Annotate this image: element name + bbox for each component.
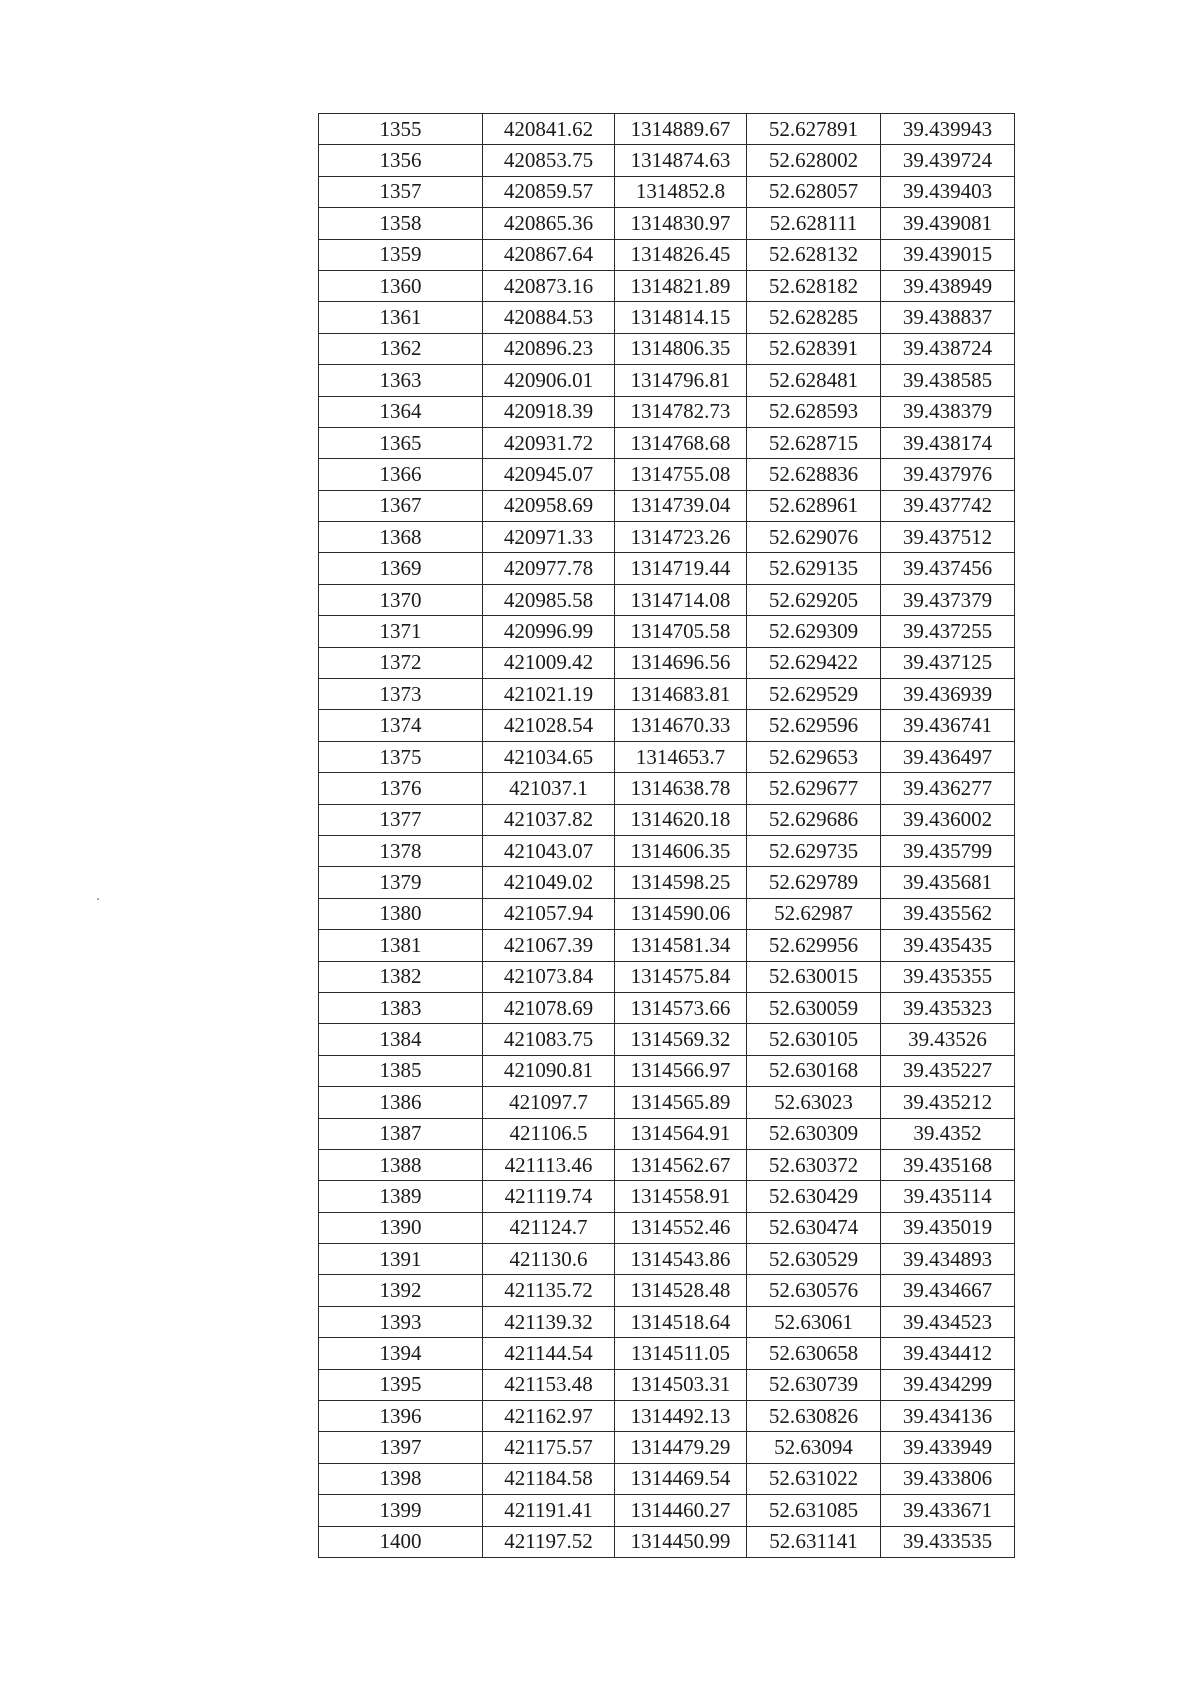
longitude-cell: 39.437976	[881, 459, 1015, 490]
point-number-cell: 1375	[319, 741, 483, 772]
y-coordinate-cell: 1314479.29	[615, 1432, 747, 1463]
coordinate-table	[318, 113, 1015, 1558]
longitude-cell: 39.438379	[881, 396, 1015, 427]
point-number-cell: 1369	[319, 553, 483, 584]
latitude-cell: 52.630309	[747, 1118, 881, 1149]
y-coordinate-cell: 1314670.33	[615, 710, 747, 741]
longitude-cell: 39.434412	[881, 1338, 1015, 1369]
latitude-cell: 52.629076	[747, 522, 881, 553]
point-number-cell: 1395	[319, 1369, 483, 1400]
x-coordinate-cell: 421106.5	[483, 1118, 615, 1149]
x-coordinate-cell: 420985.58	[483, 584, 615, 615]
latitude-cell: 52.629135	[747, 553, 881, 584]
table-row	[319, 1087, 1015, 1118]
table-row	[319, 396, 1015, 427]
y-coordinate-cell: 1314719.44	[615, 553, 747, 584]
table-row	[319, 459, 1015, 490]
point-number-cell: 1364	[319, 396, 483, 427]
longitude-cell: 39.437456	[881, 553, 1015, 584]
latitude-cell: 52.630826	[747, 1401, 881, 1432]
x-coordinate-cell: 421119.74	[483, 1181, 615, 1212]
x-coordinate-cell: 420859.57	[483, 176, 615, 207]
latitude-cell: 52.630015	[747, 961, 881, 992]
longitude-cell: 39.436497	[881, 741, 1015, 772]
longitude-cell: 39.438837	[881, 302, 1015, 333]
y-coordinate-cell: 1314558.91	[615, 1181, 747, 1212]
latitude-cell: 52.628481	[747, 365, 881, 396]
point-number-cell: 1387	[319, 1118, 483, 1149]
x-coordinate-cell: 421153.48	[483, 1369, 615, 1400]
y-coordinate-cell: 1314569.32	[615, 1024, 747, 1055]
latitude-cell: 52.630168	[747, 1055, 881, 1086]
longitude-cell: 39.438949	[881, 270, 1015, 301]
longitude-cell: 39.435212	[881, 1087, 1015, 1118]
longitude-cell: 39.433671	[881, 1495, 1015, 1526]
latitude-cell: 52.630474	[747, 1212, 881, 1243]
y-coordinate-cell: 1314460.27	[615, 1495, 747, 1526]
table-row	[319, 1275, 1015, 1306]
y-coordinate-cell: 1314469.54	[615, 1463, 747, 1494]
table-row	[319, 522, 1015, 553]
latitude-cell: 52.629653	[747, 741, 881, 772]
longitude-cell: 39.43526	[881, 1024, 1015, 1055]
x-coordinate-cell: 420896.23	[483, 333, 615, 364]
latitude-cell: 52.630059	[747, 992, 881, 1023]
point-number-cell: 1374	[319, 710, 483, 741]
latitude-cell: 52.631022	[747, 1463, 881, 1494]
point-number-cell: 1393	[319, 1306, 483, 1337]
longitude-cell: 39.435355	[881, 961, 1015, 992]
x-coordinate-cell: 420873.16	[483, 270, 615, 301]
table-row	[319, 427, 1015, 458]
longitude-cell: 39.436939	[881, 679, 1015, 710]
longitude-cell: 39.435681	[881, 867, 1015, 898]
longitude-cell: 39.435799	[881, 835, 1015, 866]
latitude-cell: 52.630105	[747, 1024, 881, 1055]
latitude-cell: 52.628391	[747, 333, 881, 364]
latitude-cell: 52.630529	[747, 1244, 881, 1275]
point-number-cell: 1397	[319, 1432, 483, 1463]
table-row	[319, 1181, 1015, 1212]
y-coordinate-cell: 1314598.25	[615, 867, 747, 898]
longitude-cell: 39.439081	[881, 208, 1015, 239]
latitude-cell: 52.631141	[747, 1526, 881, 1557]
x-coordinate-cell: 421124.7	[483, 1212, 615, 1243]
y-coordinate-cell: 1314566.97	[615, 1055, 747, 1086]
point-number-cell: 1371	[319, 616, 483, 647]
longitude-cell: 39.434667	[881, 1275, 1015, 1306]
point-number-cell: 1366	[319, 459, 483, 490]
longitude-cell: 39.435435	[881, 930, 1015, 961]
coordinate-table-body	[319, 114, 1015, 1558]
y-coordinate-cell: 1314889.67	[615, 114, 747, 145]
x-coordinate-cell: 420867.64	[483, 239, 615, 270]
latitude-cell: 52.629529	[747, 679, 881, 710]
longitude-cell: 39.435114	[881, 1181, 1015, 1212]
y-coordinate-cell: 1314768.68	[615, 427, 747, 458]
x-coordinate-cell: 420971.33	[483, 522, 615, 553]
table-row	[319, 114, 1015, 145]
longitude-cell: 39.434136	[881, 1401, 1015, 1432]
latitude-cell: 52.63094	[747, 1432, 881, 1463]
point-number-cell: 1391	[319, 1244, 483, 1275]
point-number-cell: 1390	[319, 1212, 483, 1243]
y-coordinate-cell: 1314606.35	[615, 835, 747, 866]
longitude-cell: 39.437512	[881, 522, 1015, 553]
table-row	[319, 1118, 1015, 1149]
latitude-cell: 52.630658	[747, 1338, 881, 1369]
table-row	[319, 867, 1015, 898]
x-coordinate-cell: 420841.62	[483, 114, 615, 145]
point-number-cell: 1383	[319, 992, 483, 1023]
x-coordinate-cell: 420996.99	[483, 616, 615, 647]
x-coordinate-cell: 421175.57	[483, 1432, 615, 1463]
x-coordinate-cell: 421034.65	[483, 741, 615, 772]
table-row	[319, 804, 1015, 835]
table-row	[319, 992, 1015, 1023]
longitude-cell: 39.439943	[881, 114, 1015, 145]
x-coordinate-cell: 421021.19	[483, 679, 615, 710]
table-row	[319, 1401, 1015, 1432]
x-coordinate-cell: 421184.58	[483, 1463, 615, 1494]
longitude-cell: 39.436277	[881, 773, 1015, 804]
y-coordinate-cell: 1314874.63	[615, 145, 747, 176]
table-row	[319, 208, 1015, 239]
table-row	[319, 1338, 1015, 1369]
table-row	[319, 741, 1015, 772]
table-row	[319, 270, 1015, 301]
y-coordinate-cell: 1314573.66	[615, 992, 747, 1023]
latitude-cell: 52.63023	[747, 1087, 881, 1118]
latitude-cell: 52.629422	[747, 647, 881, 678]
longitude-cell: 39.4352	[881, 1118, 1015, 1149]
longitude-cell: 39.436741	[881, 710, 1015, 741]
y-coordinate-cell: 1314565.89	[615, 1087, 747, 1118]
latitude-cell: 52.629956	[747, 930, 881, 961]
latitude-cell: 52.628715	[747, 427, 881, 458]
latitude-cell: 52.63061	[747, 1306, 881, 1337]
table-row	[319, 365, 1015, 396]
latitude-cell: 52.629789	[747, 867, 881, 898]
longitude-cell: 39.434299	[881, 1369, 1015, 1400]
table-row	[319, 176, 1015, 207]
table-row	[319, 1369, 1015, 1400]
table-row	[319, 1526, 1015, 1557]
point-number-cell: 1394	[319, 1338, 483, 1369]
point-number-cell: 1372	[319, 647, 483, 678]
y-coordinate-cell: 1314450.99	[615, 1526, 747, 1557]
table-row	[319, 679, 1015, 710]
table-row	[319, 647, 1015, 678]
x-coordinate-cell: 421083.75	[483, 1024, 615, 1055]
table-row	[319, 1244, 1015, 1275]
point-number-cell: 1388	[319, 1149, 483, 1180]
longitude-cell: 39.433949	[881, 1432, 1015, 1463]
y-coordinate-cell: 1314590.06	[615, 898, 747, 929]
latitude-cell: 52.630372	[747, 1149, 881, 1180]
y-coordinate-cell: 1314575.84	[615, 961, 747, 992]
table-row	[319, 1432, 1015, 1463]
latitude-cell: 52.628285	[747, 302, 881, 333]
latitude-cell: 52.627891	[747, 114, 881, 145]
y-coordinate-cell: 1314683.81	[615, 679, 747, 710]
point-number-cell: 1365	[319, 427, 483, 458]
point-number-cell: 1359	[319, 239, 483, 270]
latitude-cell: 52.630576	[747, 1275, 881, 1306]
latitude-cell: 52.628057	[747, 176, 881, 207]
longitude-cell: 39.438174	[881, 427, 1015, 458]
y-coordinate-cell: 1314511.05	[615, 1338, 747, 1369]
longitude-cell: 39.439403	[881, 176, 1015, 207]
point-number-cell: 1398	[319, 1463, 483, 1494]
x-coordinate-cell: 421009.42	[483, 647, 615, 678]
latitude-cell: 52.630429	[747, 1181, 881, 1212]
point-number-cell: 1381	[319, 930, 483, 961]
point-number-cell: 1357	[319, 176, 483, 207]
y-coordinate-cell: 1314564.91	[615, 1118, 747, 1149]
latitude-cell: 52.629205	[747, 584, 881, 615]
longitude-cell: 39.435562	[881, 898, 1015, 929]
latitude-cell: 52.628132	[747, 239, 881, 270]
longitude-cell: 39.439015	[881, 239, 1015, 270]
table-row	[319, 1024, 1015, 1055]
longitude-cell: 39.435227	[881, 1055, 1015, 1086]
y-coordinate-cell: 1314528.48	[615, 1275, 747, 1306]
table-row	[319, 616, 1015, 647]
latitude-cell: 52.629686	[747, 804, 881, 835]
x-coordinate-cell: 421162.97	[483, 1401, 615, 1432]
y-coordinate-cell: 1314518.64	[615, 1306, 747, 1337]
x-coordinate-cell: 420906.01	[483, 365, 615, 396]
x-coordinate-cell: 421028.54	[483, 710, 615, 741]
latitude-cell: 52.629596	[747, 710, 881, 741]
point-number-cell: 1358	[319, 208, 483, 239]
x-coordinate-cell: 421049.02	[483, 867, 615, 898]
longitude-cell: 39.436002	[881, 804, 1015, 835]
latitude-cell: 52.631085	[747, 1495, 881, 1526]
latitude-cell: 52.628111	[747, 208, 881, 239]
table-row	[319, 333, 1015, 364]
y-coordinate-cell: 1314852.8	[615, 176, 747, 207]
x-coordinate-cell: 421144.54	[483, 1338, 615, 1369]
point-number-cell: 1380	[319, 898, 483, 929]
x-coordinate-cell: 420931.72	[483, 427, 615, 458]
scan-speck	[97, 898, 99, 900]
point-number-cell: 1356	[319, 145, 483, 176]
table-row	[319, 930, 1015, 961]
y-coordinate-cell: 1314830.97	[615, 208, 747, 239]
table-row	[319, 1463, 1015, 1494]
table-row	[319, 1306, 1015, 1337]
x-coordinate-cell: 420958.69	[483, 490, 615, 521]
y-coordinate-cell: 1314543.86	[615, 1244, 747, 1275]
point-number-cell: 1386	[319, 1087, 483, 1118]
x-coordinate-cell: 421191.41	[483, 1495, 615, 1526]
longitude-cell: 39.435168	[881, 1149, 1015, 1180]
x-coordinate-cell: 420865.36	[483, 208, 615, 239]
latitude-cell: 52.628836	[747, 459, 881, 490]
point-number-cell: 1368	[319, 522, 483, 553]
longitude-cell: 39.437742	[881, 490, 1015, 521]
x-coordinate-cell: 421078.69	[483, 992, 615, 1023]
point-number-cell: 1363	[319, 365, 483, 396]
x-coordinate-cell: 420977.78	[483, 553, 615, 584]
x-coordinate-cell: 421135.72	[483, 1275, 615, 1306]
table-row	[319, 773, 1015, 804]
table-row	[319, 145, 1015, 176]
point-number-cell: 1361	[319, 302, 483, 333]
point-number-cell: 1370	[319, 584, 483, 615]
point-number-cell: 1373	[319, 679, 483, 710]
x-coordinate-cell: 421139.32	[483, 1306, 615, 1337]
latitude-cell: 52.62987	[747, 898, 881, 929]
x-coordinate-cell: 421037.1	[483, 773, 615, 804]
y-coordinate-cell: 1314714.08	[615, 584, 747, 615]
longitude-cell: 39.437125	[881, 647, 1015, 678]
table-row	[319, 1149, 1015, 1180]
x-coordinate-cell: 421037.82	[483, 804, 615, 835]
table-row	[319, 302, 1015, 333]
point-number-cell: 1392	[319, 1275, 483, 1306]
y-coordinate-cell: 1314806.35	[615, 333, 747, 364]
x-coordinate-cell: 421113.46	[483, 1149, 615, 1180]
longitude-cell: 39.438585	[881, 365, 1015, 396]
y-coordinate-cell: 1314638.78	[615, 773, 747, 804]
y-coordinate-cell: 1314562.67	[615, 1149, 747, 1180]
table-row	[319, 1212, 1015, 1243]
point-number-cell: 1379	[319, 867, 483, 898]
y-coordinate-cell: 1314821.89	[615, 270, 747, 301]
latitude-cell: 52.629677	[747, 773, 881, 804]
y-coordinate-cell: 1314581.34	[615, 930, 747, 961]
latitude-cell: 52.630739	[747, 1369, 881, 1400]
x-coordinate-cell: 421067.39	[483, 930, 615, 961]
latitude-cell: 52.628593	[747, 396, 881, 427]
x-coordinate-cell: 421097.7	[483, 1087, 615, 1118]
latitude-cell: 52.628002	[747, 145, 881, 176]
longitude-cell: 39.434893	[881, 1244, 1015, 1275]
table-row	[319, 835, 1015, 866]
x-coordinate-cell: 421073.84	[483, 961, 615, 992]
x-coordinate-cell: 420884.53	[483, 302, 615, 333]
y-coordinate-cell: 1314492.13	[615, 1401, 747, 1432]
y-coordinate-cell: 1314653.7	[615, 741, 747, 772]
point-number-cell: 1376	[319, 773, 483, 804]
table-row	[319, 898, 1015, 929]
point-number-cell: 1385	[319, 1055, 483, 1086]
table-row	[319, 490, 1015, 521]
table-row	[319, 1495, 1015, 1526]
x-coordinate-cell: 421043.07	[483, 835, 615, 866]
latitude-cell: 52.628182	[747, 270, 881, 301]
y-coordinate-cell: 1314620.18	[615, 804, 747, 835]
latitude-cell: 52.629309	[747, 616, 881, 647]
table-row	[319, 239, 1015, 270]
y-coordinate-cell: 1314705.58	[615, 616, 747, 647]
longitude-cell: 39.437379	[881, 584, 1015, 615]
y-coordinate-cell: 1314723.26	[615, 522, 747, 553]
y-coordinate-cell: 1314739.04	[615, 490, 747, 521]
y-coordinate-cell: 1314826.45	[615, 239, 747, 270]
point-number-cell: 1362	[319, 333, 483, 364]
table-row	[319, 961, 1015, 992]
longitude-cell: 39.435019	[881, 1212, 1015, 1243]
point-number-cell: 1389	[319, 1181, 483, 1212]
y-coordinate-cell: 1314552.46	[615, 1212, 747, 1243]
point-number-cell: 1360	[319, 270, 483, 301]
table-row	[319, 710, 1015, 741]
longitude-cell: 39.438724	[881, 333, 1015, 364]
y-coordinate-cell: 1314796.81	[615, 365, 747, 396]
latitude-cell: 52.629735	[747, 835, 881, 866]
x-coordinate-cell: 421057.94	[483, 898, 615, 929]
point-number-cell: 1384	[319, 1024, 483, 1055]
x-coordinate-cell: 421130.6	[483, 1244, 615, 1275]
table-row	[319, 1055, 1015, 1086]
point-number-cell: 1400	[319, 1526, 483, 1557]
longitude-cell: 39.439724	[881, 145, 1015, 176]
point-number-cell: 1355	[319, 114, 483, 145]
x-coordinate-cell: 421090.81	[483, 1055, 615, 1086]
y-coordinate-cell: 1314755.08	[615, 459, 747, 490]
longitude-cell: 39.434523	[881, 1306, 1015, 1337]
y-coordinate-cell: 1314696.56	[615, 647, 747, 678]
y-coordinate-cell: 1314782.73	[615, 396, 747, 427]
latitude-cell: 52.628961	[747, 490, 881, 521]
point-number-cell: 1382	[319, 961, 483, 992]
longitude-cell: 39.433535	[881, 1526, 1015, 1557]
x-coordinate-cell: 420945.07	[483, 459, 615, 490]
y-coordinate-cell: 1314503.31	[615, 1369, 747, 1400]
x-coordinate-cell: 421197.52	[483, 1526, 615, 1557]
point-number-cell: 1396	[319, 1401, 483, 1432]
y-coordinate-cell: 1314814.15	[615, 302, 747, 333]
point-number-cell: 1399	[319, 1495, 483, 1526]
table-row	[319, 553, 1015, 584]
x-coordinate-cell: 420853.75	[483, 145, 615, 176]
longitude-cell: 39.433806	[881, 1463, 1015, 1494]
x-coordinate-cell: 420918.39	[483, 396, 615, 427]
point-number-cell: 1378	[319, 835, 483, 866]
point-number-cell: 1377	[319, 804, 483, 835]
table-row	[319, 584, 1015, 615]
longitude-cell: 39.435323	[881, 992, 1015, 1023]
point-number-cell: 1367	[319, 490, 483, 521]
longitude-cell: 39.437255	[881, 616, 1015, 647]
